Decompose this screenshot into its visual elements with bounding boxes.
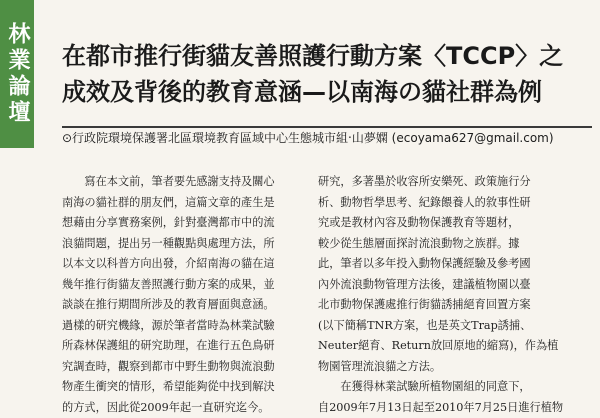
- body-text-line: 研究，多著墨於收容所安樂死、政策施行分: [318, 172, 590, 193]
- body-text-line: 析、動物哲學思考、紀錄餵養人的敘事性研: [318, 193, 590, 214]
- body-text-line: 較少從生態層面探討流浪動物之族群。據: [318, 234, 590, 255]
- body-text-line: 北市動物保護處推行街貓誘捕絕育回置方案: [318, 295, 590, 316]
- body-text-line: 談談在推行期間所涉及的教育層面與意涵。: [62, 295, 314, 316]
- article-title: [62, 38, 582, 110]
- body-text-line: 過樣的研究機緣，源於筆者當時為林業試驗: [62, 316, 314, 337]
- body-text-line: 物園管理流浪貓之方法。: [318, 357, 590, 378]
- body-text-line: 南海の貓社群的朋友們，這篇文章的產生是: [62, 193, 314, 214]
- section-tab: [0, 0, 34, 148]
- body-text-line: 的方式，因此從2009年起一直研究迄今。: [62, 398, 314, 418]
- article-title-line-1: 在都市推行街貓友善照護行動方案〈TCCP〉之: [62, 38, 582, 74]
- body-text-line: 以本文以科普方向出發，介紹南海の貓在這: [62, 254, 314, 275]
- body-text-line: 自2009年7月13日起至2010年7月25日進行植物: [318, 398, 590, 418]
- author-line: ⊙行政院環境保護署北區環境教育區域中心生態城市組‧山夢嫻 (ecoyama627@gmail.com): [62, 130, 592, 146]
- body-text-line: 內外流浪動物管理方法後，建議植物園以臺: [318, 275, 590, 296]
- body-text-line: (以下簡稱TNR方案，也是英文Trap誘捕、: [318, 316, 590, 337]
- body-column-left: [62, 172, 314, 418]
- body-column-right: [318, 172, 590, 418]
- body-text-line: 在獲得林業試驗所植物園組的同意下，: [318, 377, 590, 398]
- body-text-line: 想藉由分享實務案例，針對臺灣都市中的流: [62, 213, 314, 234]
- body-text-line: 浪貓問題，提出另一種觀點與處理方法，所: [62, 234, 314, 255]
- body-text-line: 究或是教材內容及動物保護教育等題材，: [318, 213, 590, 234]
- body-text-line: 究調查時，觀察到都市中野生動物與流浪動: [62, 357, 314, 378]
- section-tab-label: 林業論壇: [6, 22, 28, 126]
- title-divider: [62, 126, 592, 128]
- body-text-line: 幾年推行街貓友善照護行動方案的成果，並: [62, 275, 314, 296]
- body-text-line: 物產生衝突的情形，希望能夠從中找到解決: [62, 377, 314, 398]
- body-text-line: 所森林保護組的研究助理，在進行五色鳥研: [62, 336, 314, 357]
- body-text-line: 此，筆者以多年投入動物保護經驗及參考國: [318, 254, 590, 275]
- article-title-line-2: 成效及背後的教育意涵—以南海の貓社群為例: [62, 74, 582, 110]
- body-text-line: 寫在本文前，筆者要先感謝支持及關心: [62, 172, 314, 193]
- body-text-line: Neuter絕育、Return放回原地的縮寫)，作為植: [318, 336, 590, 357]
